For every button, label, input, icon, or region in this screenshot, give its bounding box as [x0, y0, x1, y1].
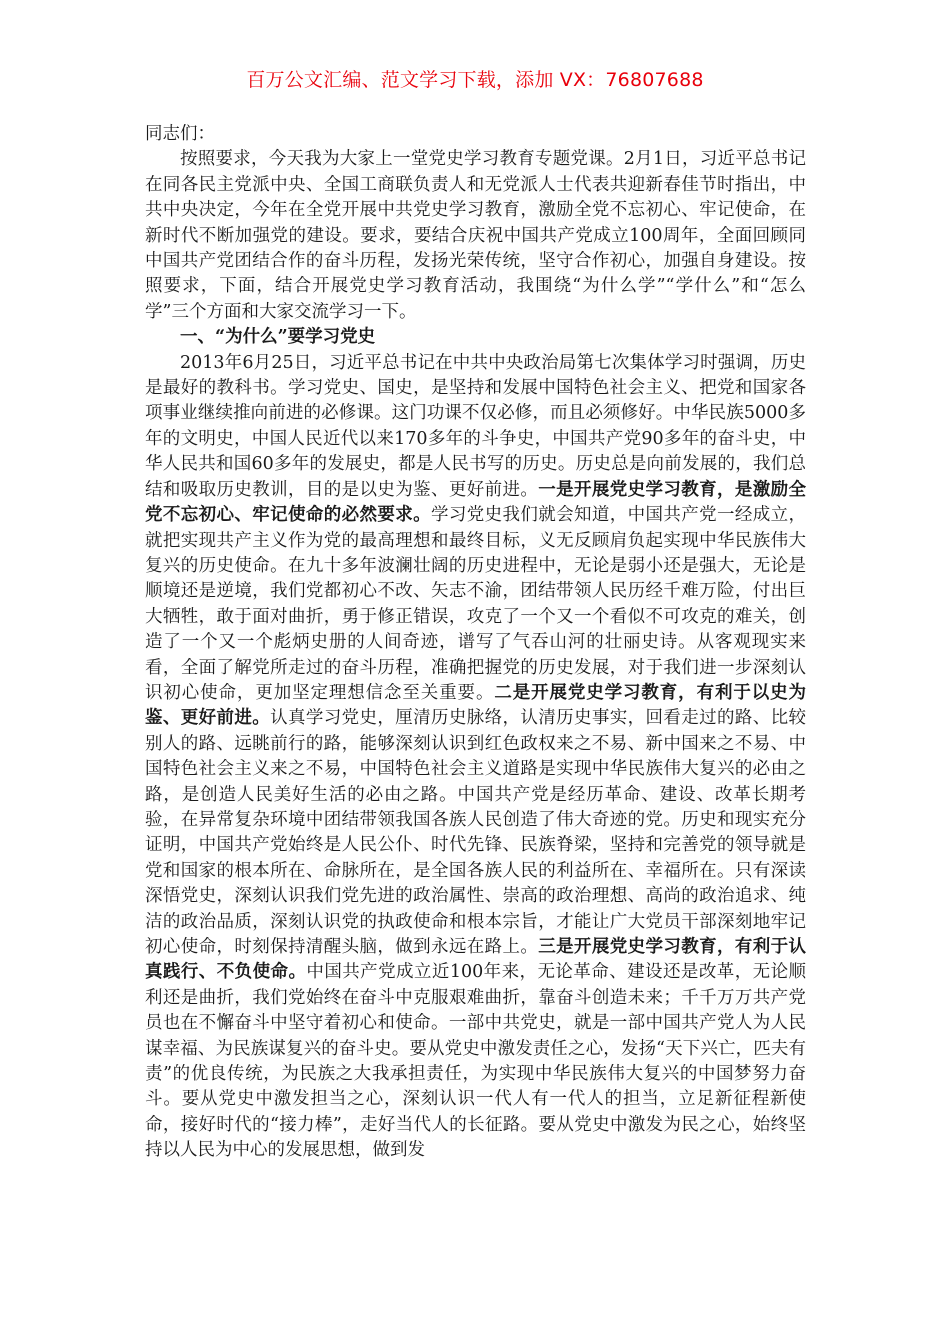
point-1-heading: 一是开展党史学习教育，是激励全党不忘初心、牢记使命的必然要求。 — [145, 479, 806, 526]
salutation: 同志们： — [145, 124, 215, 144]
point-2-heading: 二是开展党史学习教育，有利于以史为鉴、更好前进。 — [145, 682, 806, 729]
intro-paragraph: 按照要求，今天我为大家上一堂党史学习教育专题党课。2月1日，习近平总书记在同各民主党派中央、全国工商联负责人和无党派人士代表共迎新春佳节时指出，中共中央决定，今年在全党开展中共党史学习教育，激励全党不忘初心、牢记使命，在新时代不断加强党的建设。要求，要结合庆祝中国共产党成立100周年，全面回顾同中国共产党团结合作的奋斗历程，发扬光荣传统，坚守合作初心，加强自身建设。按照要求，下面，结合开展党史学习教育活动，我围绕“为什么学”“学什么”和“怎么学”三个方面和大家交流学习一下。 — [145, 149, 806, 322]
section-1-paragraph — [145, 351, 806, 1164]
section-1-text-1: 2013年6月25日，习近平总书记在中共中央政治局第七次集体学习时强调，历史是最好的教科书。学习党史、国史，是坚持和发展中国特色社会主义、把党和国家各项事业继续推向前进的必修课。这门功课不仅必修，而且必须修好。中华民族5000多年的文明史，中国人民近代以来170多年的斗争史，中国共产党90多年的奋斗史，中华人民共和国60多年的发展史，都是人民书写的历史。历史总是向前发展的，我们总结和吸取历史教训，目的是以史为鉴、更好前进。 — [145, 352, 806, 500]
section-heading-1: 一、“为什么”要学习党史 — [180, 327, 376, 348]
section-1-text-3: 认真学习党史，厘清历史脉络，认清历史事实，回看走过的路、比较别人的路、远眺前行的路，能够深刻认识到红色政权来之不易、新中国来之不易、中国特色社会主义来之不易，中国特色社会主义道路是实现中华民族伟大复兴的必由之路，是创造人民美好生活的必由之路。中国共产党是经历革命、建设、改革长期考验，在异常复杂环境中团结带领我国各族人民创造了伟大奇迹的党。历史和现实充分证明，中国共产党始终是人民公仆、时代先锋、民族脊梁，坚持和完善党的领导就是党和国家的根本所在、命脉所在，是全国各族人民的利益所在、幸福所在。只有深读深悟党史，深刻认识我们党先进的政治属性、崇高的政治理想、高尚的政治追求、纯洁的政治品质，深刻认识党的执政使命和根本宗旨，才能让广大党员干部深刻地牢记初心使命，时刻保持清醒头脑，做到永远在路上。 — [145, 708, 806, 957]
section-1-text-2: 学习党史我们就会知道，中国共产党一经成立，就把实现共产主义作为党的最高理想和最终目标，义无反顾肩负起实现中华民族伟大复兴的历史使命。在九十多年波澜壮阔的历史进程中，无论是弱小还是强大，无论是顺境还是逆境，我们党都初心不改、矢志不渝，团结带领人民历经千难万险，付出巨大牺牲，敢于面对曲折，勇于修正错误，攻克了一个又一个看似不可攻克的难关，创造了一个又一个彪炳史册的人间奇迹，谱写了气吞山河的壮丽史诗。从客观现实来看，全面了解党所走过的奋斗历程，准确把握党的历史发展，对于我们进一步深刻认识初心使命，更加坚定理想信念至关重要。 — [145, 505, 806, 703]
point-3-heading: 三是开展党史学习教育，有利于认真践行、不负使命。 — [145, 937, 806, 983]
header-banner: 百万公文汇编、范文学习下载，添加 VX：76807688 — [246, 69, 704, 91]
section-1-text-4: 中国共产党成立近100年来，无论革命、建设还是改革，无论顺利还是曲折，我们党始终在奋斗中克服艰难曲折，靠奋斗创造未来；千千万万共产党员也在不懈奋斗中坚守着初心和使命。一部中共党史，就是一部中国共产党人为人民谋幸福、为民族谋复兴的奋斗史。要从党史中激发责任之心，发扬“天下兴亡，匹夫有责”的优良传统，为民族之大我承担责任，为实现中华民族伟大复兴的中国梦努力奋斗。要从党史中激发担当之心，深刻认识一代人有一代人的担当，立足新征程新使命，接好时代的“接力棒”，走好当代人的长征路。要从党史中激发为民之心，始终坚持以人民为中心的发展思想，做到发 — [145, 962, 807, 1161]
document-body — [145, 122, 806, 1164]
